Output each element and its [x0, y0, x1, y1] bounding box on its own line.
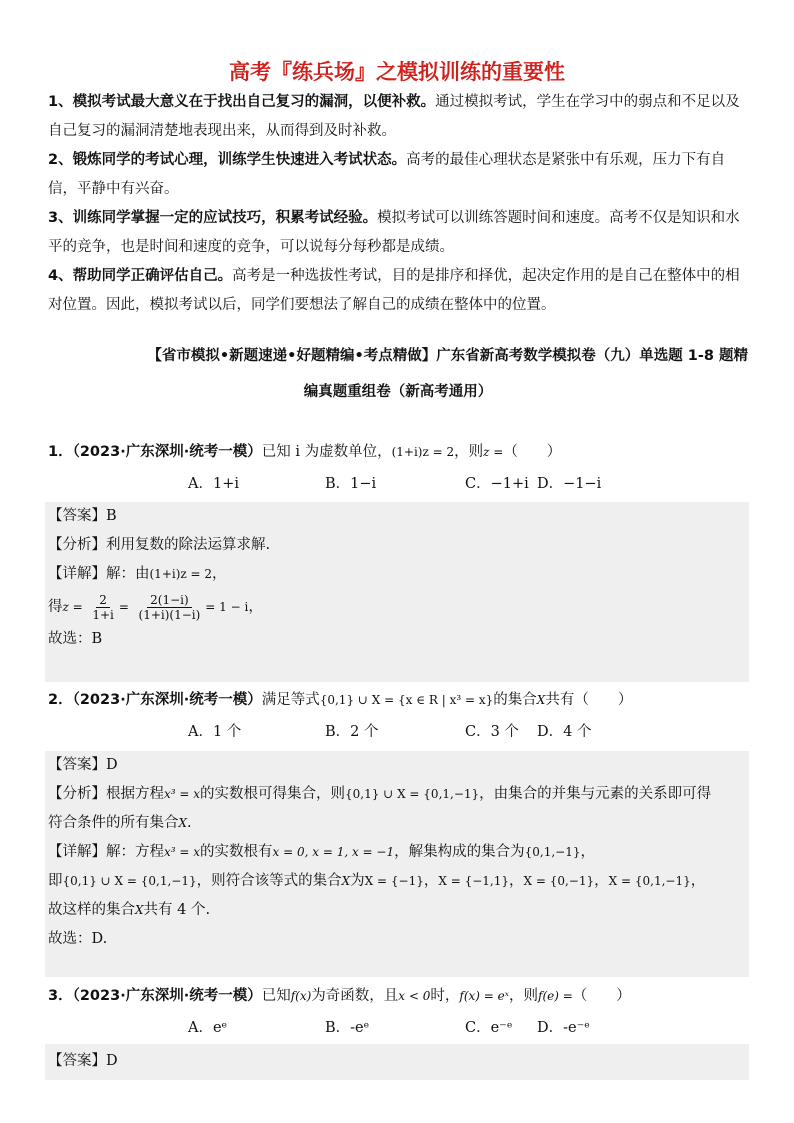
choice-a: A．eᵉ [188, 1020, 228, 1036]
conclusion: 故选：D. [48, 931, 108, 947]
fraction: $\frac{2(1-i)}{(1+i)(1-i)}$ [138, 592, 201, 622]
page-title: 高考『练兵场』之模拟训练的重要性 [229, 60, 565, 84]
choice-d: D．-e⁻ᵉ [537, 1020, 590, 1036]
subtitle-line-1: 【省市模拟•新题速递•好题精编•考点精做】广东省新高考数学模拟卷（九）单选题 1-8 题精 [147, 348, 748, 364]
choice-c: C．3 个 [465, 724, 519, 740]
subtitle-line-2: 编真题重组卷（新高考通用） [303, 384, 493, 400]
detail-cont: 即{0,1} ∪ X = {0,1,−1}，则符合该等式的集合X为X = {−1}，X = {−1,1}，X = {0,−1}，X = {0,1,−1}， [48, 873, 706, 889]
choice-d: D．−1−i [537, 476, 602, 492]
fraction: $\frac{2}{1+i}$ [92, 592, 114, 622]
choices [188, 1018, 748, 1038]
choice-b: B．2 个 [325, 724, 379, 740]
paper-subtitle [48, 338, 748, 410]
choice-b: B．1−i [325, 476, 377, 492]
question-stem: 3．（2023·广东深圳·统考一模）已知f(x)为奇函数，且x < 0时，f(x) = eˣ，则f(e) =（ ） [48, 988, 631, 1004]
choices [188, 474, 748, 494]
detail-equation: 得z = $\frac{2}{1+i}$ = $\frac{2(1-i)}{(1+i)(1-i)}$ = 1 − i， [48, 592, 263, 622]
intro-item: 1、模拟考试最大意义在于找出自己复习的漏洞，以便补救。通过模拟考试，学生在学习中的弱点和不足以及自己复习的漏洞清楚地表现出来，从而得到及时补救。 [48, 94, 740, 139]
answer: 【答案】D [48, 1053, 118, 1069]
question-2 [48, 688, 748, 742]
answer: 【答案】B [48, 508, 117, 524]
choice-c: C．e⁻ᵉ [465, 1020, 513, 1036]
choices [188, 722, 748, 742]
question-stem: 1．（2023·广东深圳·统考一模）已知 i 为虚数单位，(1+i)z = 2，则z =（ ） [48, 444, 562, 460]
intro-item: 3、训练同学掌握一定的应试技巧，积累考试经验。模拟考试可以训练答题时间和速度。高考不仅是知识和水平的竞争，也是时间和速度的竞争，可以说每分每秒都是成绩。 [48, 210, 740, 255]
intro-section [48, 88, 748, 320]
question-stem: 2．（2023·广东深圳·统考一模）满足等式{0,1} ∪ X = {x ∈ R | x³ = x}的集合X共有（ ） [48, 692, 633, 708]
solution-1 [48, 502, 748, 654]
solution-2 [48, 751, 748, 954]
detail: 【详解】解：方程x³ = x的实数根有x = 0, x = 1, x = −1，解集构成的集合为{0,1,−1}， [48, 844, 595, 860]
choice-a: A．1 个 [188, 724, 242, 740]
conclusion: 故选：B [48, 631, 103, 647]
detail: 【详解】解：由(1+i)z = 2， [48, 566, 227, 582]
analysis: 【分析】根据方程x³ = x的实数根可得集合，则{0,1} ∪ X = {0,1,−1}，由集合的并集与元素的关系即可得 [48, 786, 712, 802]
choice-b: B．-eᵉ [325, 1020, 370, 1036]
analysis: 【分析】利用复数的除法运算求解. [48, 537, 271, 553]
question-1 [48, 440, 748, 494]
choice-a: A．1+i [188, 476, 239, 492]
choice-d: D．4 个 [537, 724, 592, 740]
answer: 【答案】D [48, 757, 118, 773]
intro-item: 2、锻炼同学的考试心理，训练学生快速进入考试状态。高考的最佳心理状态是紧张中有乐观，压力下有自信，平静中有兴奋。 [48, 152, 726, 197]
analysis-cont: 符合条件的所有集合X. [48, 815, 192, 831]
question-3 [48, 984, 748, 1038]
detail-count: 故这样的集合X共有 4 个. [48, 902, 211, 918]
choice-c: C．−1+i [465, 476, 529, 492]
solution-3 [48, 1047, 748, 1076]
intro-item: 4、帮助同学正确评估自己。高考是一种选拔性考试，目的是排序和择优，起决定作用的是自己在整体中的相对位置。因此，模拟考试以后，同学们要想法了解自己的成绩在整体中的位置。 [48, 268, 740, 313]
